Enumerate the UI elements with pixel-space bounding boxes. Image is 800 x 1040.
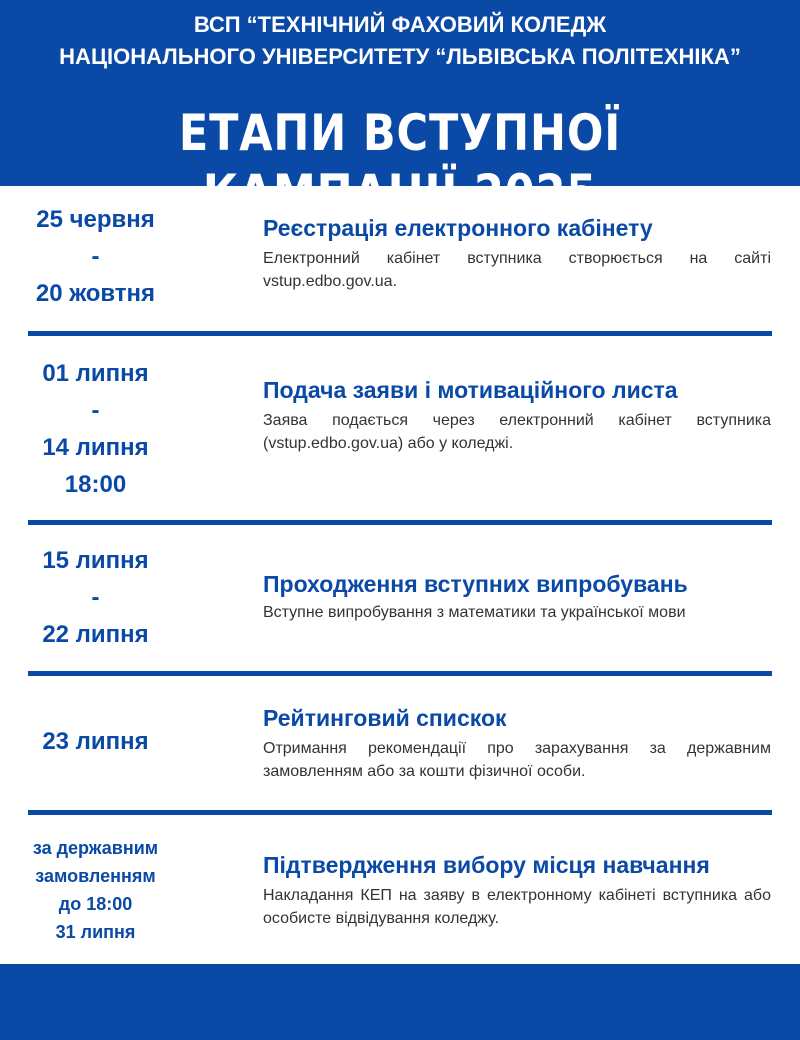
stage-content bbox=[263, 213, 771, 293]
stage-date-line: 20 жовтня bbox=[35, 280, 156, 307]
stage-content bbox=[263, 703, 771, 783]
stage-date-line: - bbox=[91, 584, 100, 611]
stage-title: Підтвердження вибору місця навчання bbox=[263, 852, 710, 878]
stage-title: Реєстрація електронного кабінету bbox=[263, 215, 653, 241]
stage-content bbox=[263, 850, 771, 930]
section-divider bbox=[28, 810, 772, 815]
section-divider bbox=[28, 331, 772, 336]
stage-date-line: - bbox=[91, 243, 100, 270]
stage-date-line: 22 липня bbox=[42, 621, 149, 648]
page-title: ЕТАПИ ВСТУПНОЇ КАМПАНІЇ 2025 bbox=[178, 104, 622, 222]
stage-description: Накладання КЕП на заяву в електронному кабінеті вступника або особисте відвідування коледжу. bbox=[263, 887, 771, 927]
stage-description: Вступне випробування з математики та української мови bbox=[263, 604, 686, 621]
section-divider bbox=[28, 520, 772, 525]
stage-date-line: до 18:00 bbox=[58, 894, 133, 914]
stage-date bbox=[28, 355, 163, 503]
stage-date-line: за державним bbox=[32, 838, 159, 858]
stage-date-line: 14 липня bbox=[42, 434, 149, 461]
stage-date bbox=[28, 201, 163, 312]
college-name-line1: ВСП “ТЕХНІЧНИЙ ФАХОВИЙ КОЛЕДЖ bbox=[193, 12, 607, 37]
college-name-line2: НАЦІОНАЛЬНОГО УНІВЕРСИТЕТУ “ЛЬВІВСЬКА ПОЛІТЕХНІКА” bbox=[59, 44, 741, 69]
stage-date-line: 31 липня bbox=[55, 922, 136, 942]
stage-title: Рейтинговий спискок bbox=[263, 705, 507, 731]
stage-date-line: 23 липня bbox=[42, 728, 149, 755]
stage-content bbox=[263, 375, 771, 455]
footer-band bbox=[0, 964, 800, 1040]
stage-date-line: 01 липня bbox=[42, 360, 149, 387]
stage-title: Проходження вступних випробувань bbox=[263, 571, 688, 597]
college-name bbox=[0, 9, 800, 73]
stage-description: Електронний кабінет вступника створюється на сайті vstup.edbo.gov.ua. bbox=[263, 250, 771, 290]
stage-content bbox=[263, 569, 771, 624]
stage-description: Заява подається через електронний кабінет вступника (vstup.edbo.gov.ua) або у коледжі. bbox=[263, 412, 771, 452]
stage-date-line: - bbox=[91, 397, 100, 424]
stage-date-line: замовленням bbox=[35, 866, 156, 886]
stage-description: Отримання рекомендації про зарахування за державним замовленням або за кошти фізичної особи. bbox=[263, 740, 771, 780]
stage-date-line: 18:00 bbox=[64, 471, 127, 498]
stage-date-line: 25 червня bbox=[36, 206, 155, 233]
stage-date bbox=[28, 723, 163, 760]
stage-date bbox=[28, 542, 163, 653]
section-divider bbox=[28, 671, 772, 676]
stage-date bbox=[28, 834, 163, 946]
stage-title: Подача заяви і мотиваційного листа bbox=[263, 377, 678, 403]
stage-date-line: 15 липня bbox=[42, 547, 149, 574]
